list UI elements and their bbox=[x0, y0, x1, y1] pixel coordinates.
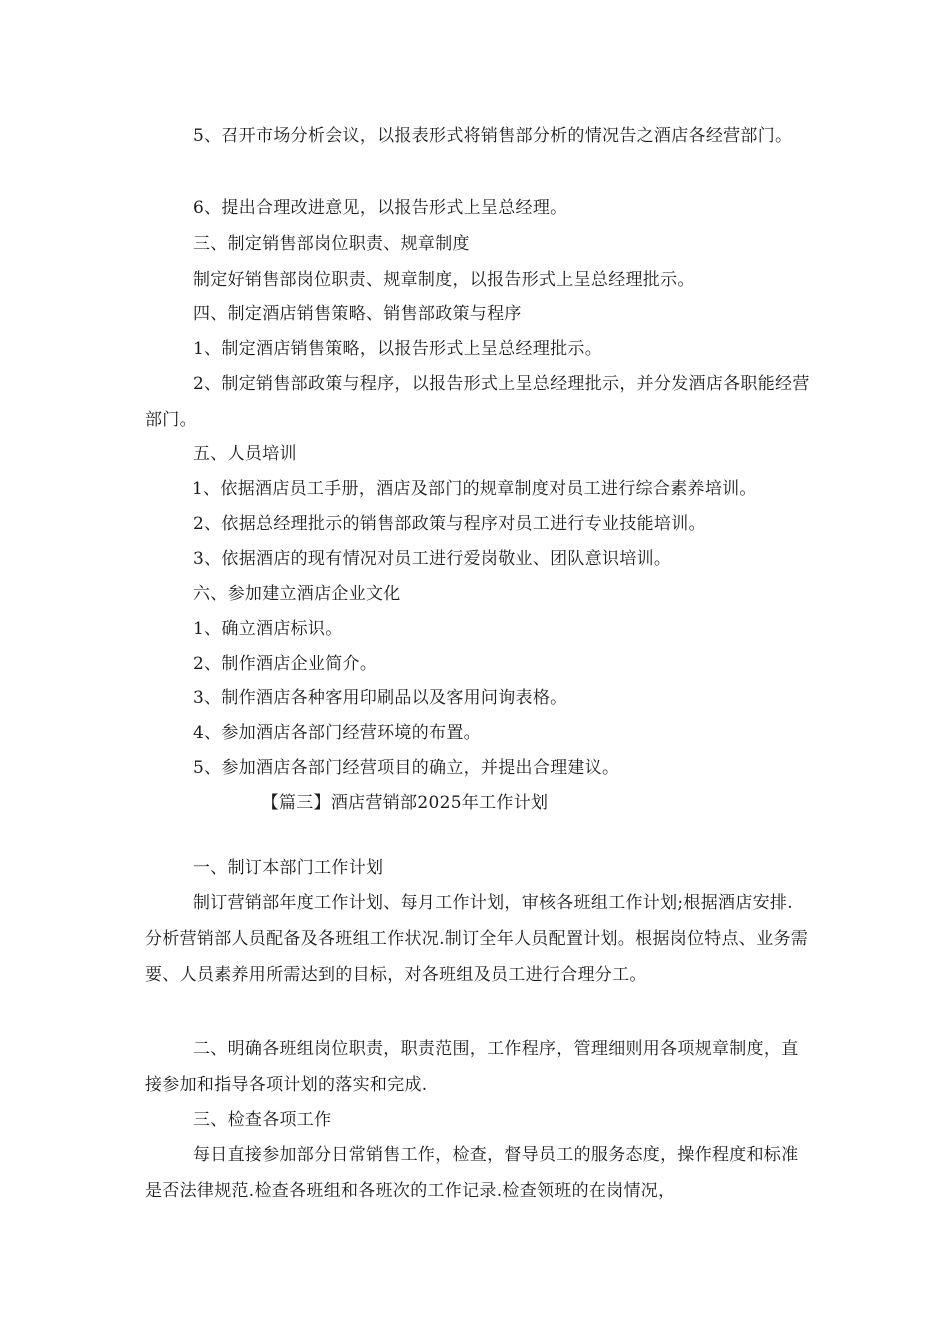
paragraph: 2、制作酒店企业简介。 bbox=[193, 654, 378, 674]
paragraph: 5、参加酒店各部门经营项目的确立，并提出合理建议。 bbox=[193, 758, 620, 778]
section-heading: 一、制订本部门工作计划 bbox=[193, 858, 384, 878]
paragraph: 1、确立酒店标识。 bbox=[193, 619, 343, 639]
section-title: 【篇三】酒店营销部2025年工作计划 bbox=[261, 793, 549, 813]
section-heading: 六、参加建立酒店企业文化 bbox=[193, 584, 401, 604]
paragraph: 3、制作酒店各种客用印刷品以及客用问询表格。 bbox=[193, 688, 568, 708]
section-heading: 五、人员培训 bbox=[193, 444, 297, 464]
paragraph: 2、制定销售部政策与程序，以报告形式上呈总经理批示，并分发酒店各职能经营部门。 bbox=[145, 374, 810, 430]
section-heading: 三、检查各项工作 bbox=[193, 1110, 332, 1130]
paragraph: 1、依据酒店员工手册，酒店及部门的规章制度对员工进行综合素养培训。 bbox=[192, 479, 757, 499]
paragraph: 3、依据酒店的现有情况对员工进行爱岗敬业、团队意识培训。 bbox=[193, 549, 672, 569]
section-heading: 四、制定酒店销售策略、销售部政策与程序 bbox=[193, 304, 522, 324]
paragraph: 2、依据总经理批示的销售部政策与程序对员工进行专业技能培训。 bbox=[193, 514, 706, 534]
paragraph: 1、制定酒店销售策略，以报告形式上呈总经理批示。 bbox=[193, 339, 603, 359]
paragraph: 制定好销售部岗位职责、规章制度，以报告形式上呈总经理批示。 bbox=[193, 270, 695, 290]
paragraph: 每日直接参加部分日常销售工作，检查，督导员工的服务态度，操作程度和标准是否法律规范.检查各班组和各班次的工作记录.检查领班的在岗情况， bbox=[145, 1145, 799, 1201]
paragraph: 6、提出合理改进意见，以报告形式上呈总经理。 bbox=[193, 198, 568, 218]
paragraph: 制订营销部年度工作计划、每月工作计划，审核各班组工作计划;根据酒店安排.分析营销部人员配备及各班组工作状况.制订全年人员配置计划。根据岗位特点、业务需要、人员素养用所需达到的目标，对各班组及员工进行合理分工。 bbox=[145, 893, 809, 985]
paragraph: 4、参加酒店各部门经营环境的布置。 bbox=[193, 723, 481, 743]
paragraph: 二、明确各班组岗位职责，职责范围，工作程序，管理细则用各项规章制度，直接参加和指导各项计划的落实和完成. bbox=[145, 1039, 799, 1095]
paragraph: 5、召开市场分析会议，以报表形式将销售部分析的情况告之酒店各经营部门。 bbox=[193, 126, 793, 146]
section-heading: 三、制定销售部岗位职责、规章制度 bbox=[193, 234, 470, 254]
